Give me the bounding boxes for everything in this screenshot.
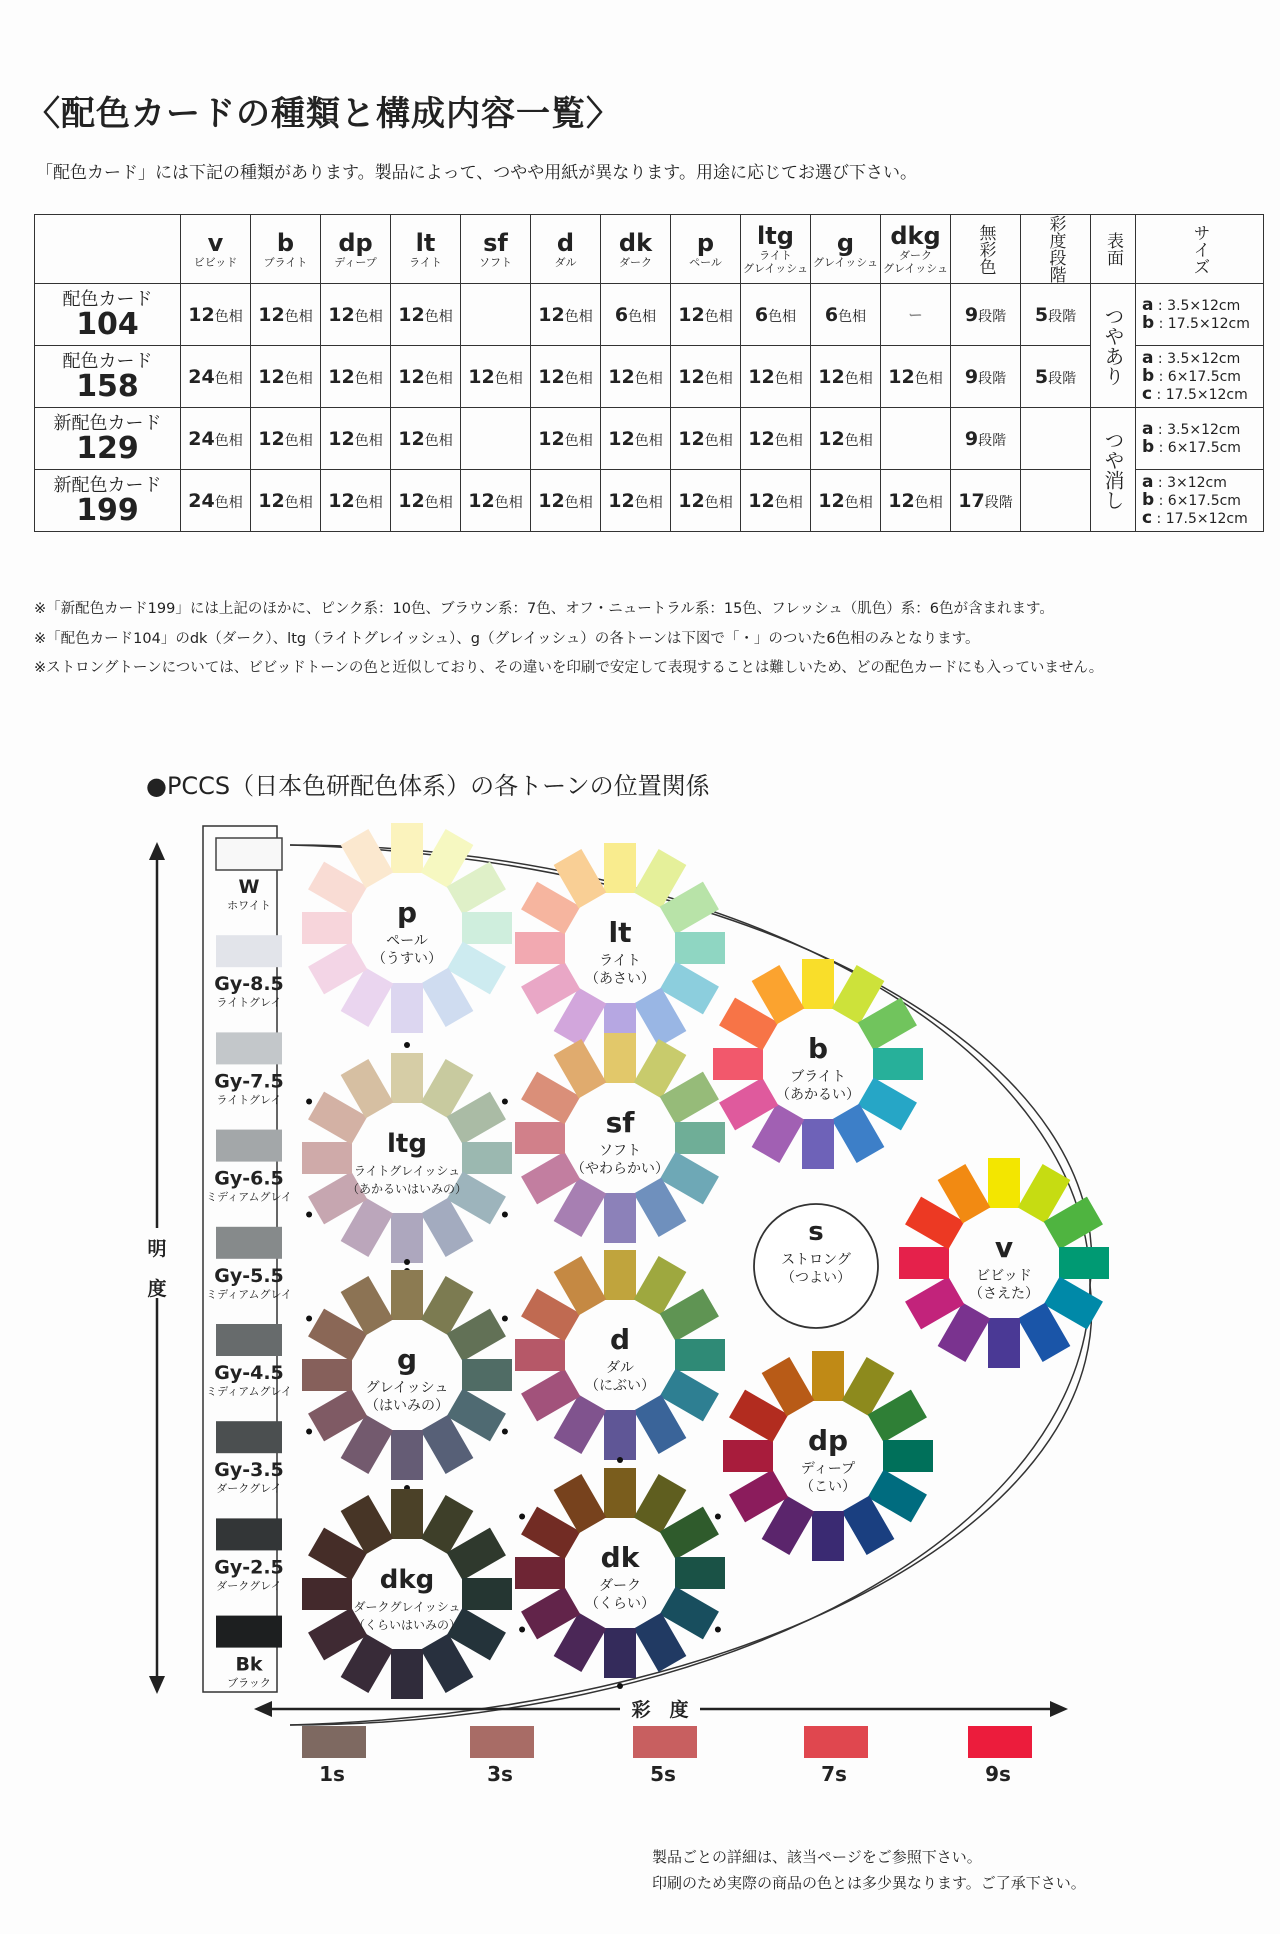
tone-code: dk xyxy=(618,228,653,257)
gray-code: Gy-8.5 xyxy=(214,973,284,996)
marker-dot xyxy=(617,1457,623,1463)
tone-wheel-dkg xyxy=(302,1489,512,1699)
tone-code: dp xyxy=(807,1424,849,1457)
tone-name: ソフト xyxy=(479,255,512,269)
gray-name: ミディアムグレイ xyxy=(206,1385,292,1398)
gray-name: ライトグレイ xyxy=(216,996,282,1010)
count-cell: 24色相 xyxy=(181,346,251,408)
gray-swatch-Bk xyxy=(216,1616,282,1648)
hue-swatch xyxy=(604,1250,636,1300)
tone-name: ストロング xyxy=(781,1252,851,1268)
hue-swatch xyxy=(604,1468,636,1518)
gray-code: Gy-3.5 xyxy=(214,1459,284,1482)
hue-swatch xyxy=(391,983,423,1033)
hue-swatch xyxy=(462,1359,512,1391)
marker-dot xyxy=(404,1259,410,1265)
tone-code: g xyxy=(396,1343,418,1376)
hue-swatch xyxy=(988,1318,1020,1368)
hue-swatch xyxy=(462,1578,512,1610)
count-cell: 12色相 xyxy=(741,470,811,532)
size-line: b : 17.5×12cm xyxy=(1142,312,1250,333)
count-cell: 12色相 xyxy=(811,346,881,408)
hue-swatch xyxy=(391,1213,423,1263)
count-cell: 12色相 xyxy=(531,346,601,408)
tone-code: ltg xyxy=(757,222,794,250)
gray-code: Bk xyxy=(235,1653,263,1676)
hue-swatch xyxy=(812,1351,844,1401)
tone-code: v xyxy=(994,1231,1014,1264)
tone-desc: （こい） xyxy=(800,1479,856,1495)
tone-desc: （やわらかい） xyxy=(571,1161,669,1177)
count-cell: 12色相 xyxy=(321,408,391,470)
count-cell: 12色相 xyxy=(461,346,531,408)
size-line: c : 17.5×12cm xyxy=(1142,383,1248,404)
chroma-swatch-5s xyxy=(633,1726,697,1758)
footer-line-1: 製品ごとの詳細は、該当ページをご参照下さい。 xyxy=(652,1848,982,1866)
tone-wheel-b xyxy=(713,959,923,1169)
hue-swatch xyxy=(988,1158,1020,1208)
gray-name: ホワイト xyxy=(227,899,271,912)
intro-text: 「配色カード」には下記の種類があります。製品によって、つやや用紙が異なります。用途に応じてお選び下さい。 xyxy=(36,163,917,183)
marker-dot xyxy=(306,1099,312,1105)
gray-code: Gy-2.5 xyxy=(214,1556,284,1579)
gray-code: Gy-5.5 xyxy=(214,1264,284,1287)
count-cell: 12色相 xyxy=(671,408,741,470)
tone-desc: （はいみの） xyxy=(365,1398,449,1414)
count-cell: 12色相 xyxy=(321,284,391,346)
count-cell: 12色相 xyxy=(741,346,811,408)
count-cell: 6色相 xyxy=(601,284,671,346)
tone-code: dkg xyxy=(890,222,941,250)
tone-code: dkg xyxy=(379,1565,435,1595)
tone-name: ブライト xyxy=(263,255,308,269)
count-cell: 12色相 xyxy=(251,470,321,532)
tone-desc: （つよい） xyxy=(781,1270,851,1286)
count-cell: 12色相 xyxy=(601,408,671,470)
gray-code: Gy-4.5 xyxy=(214,1362,284,1384)
count-cell: 12色相 xyxy=(741,408,811,470)
tone-name: ブライト xyxy=(790,1069,846,1085)
gray-swatch-Gy-3.5 xyxy=(216,1421,282,1453)
tone-code: b xyxy=(276,228,295,257)
note-2: ※「配色カード104」のdk（ダーク）、ltg（ライトグレイッシュ）、g（グレイッシュ）の各トーンは下図で「・」のついた6色相のみとなります。 xyxy=(34,631,980,647)
chroma-swatch-7s xyxy=(804,1726,868,1758)
tone-wheel-dk xyxy=(515,1457,725,1689)
gray-name: ミディアムグレイ xyxy=(206,1190,292,1204)
tone-wheel-sf xyxy=(515,1033,725,1243)
arrow-up-icon xyxy=(149,842,165,860)
gray-swatch-Gy-5.5 xyxy=(216,1227,282,1259)
tone-code: d xyxy=(609,1323,631,1356)
tone-desc: （うすい） xyxy=(372,951,442,967)
count-cell: 12色相 xyxy=(531,470,601,532)
tone-desc: （あかるいはいみの） xyxy=(346,1182,468,1196)
tone-code: lt xyxy=(415,228,436,257)
chroma-step-label: 9s xyxy=(985,1762,1011,1786)
count-cell: 12色相 xyxy=(391,470,461,532)
hue-swatch xyxy=(675,932,725,964)
hue-swatch xyxy=(391,823,423,873)
hue-swatch xyxy=(515,1557,565,1589)
count-cell: 12色相 xyxy=(251,346,321,408)
marker-dot xyxy=(306,1316,312,1322)
hue-swatch xyxy=(723,1440,773,1472)
finish-label: つやあり xyxy=(1101,305,1125,386)
hue-swatch xyxy=(604,1410,636,1460)
tone-wheel-p xyxy=(302,823,512,1033)
count-cell: 12色相 xyxy=(251,284,321,346)
count-cell: 12色相 xyxy=(251,408,321,470)
count-cell: 9段階 xyxy=(951,284,1021,346)
marker-dot xyxy=(519,1627,525,1633)
chroma-step-label: 5s xyxy=(650,1762,676,1786)
count-cell: 12色相 xyxy=(391,408,461,470)
hue-swatch xyxy=(675,1122,725,1154)
tone-name: ペール xyxy=(386,933,428,949)
hue-swatch xyxy=(883,1440,933,1472)
hue-swatch xyxy=(515,1339,565,1371)
size-line: a : 3.5×12cm xyxy=(1142,418,1241,439)
hue-swatch xyxy=(391,1270,423,1320)
tone-code: ltg xyxy=(387,1129,427,1159)
tone-code: v xyxy=(207,228,224,257)
count-cell: 12色相 xyxy=(391,346,461,408)
count-cell: 5段階 xyxy=(1021,284,1091,346)
hue-swatch xyxy=(302,1142,352,1174)
tone-code: dk xyxy=(600,1541,640,1574)
tone-desc: （あさい） xyxy=(585,971,655,987)
hue-swatch xyxy=(391,1053,423,1103)
count-cell: 12色相 xyxy=(181,284,251,346)
tone-desc: （くらい） xyxy=(585,1596,655,1612)
gray-name: ダークグレイ xyxy=(216,1579,282,1593)
hue-swatch xyxy=(462,912,512,944)
size-line: a : 3.5×12cm xyxy=(1142,347,1241,368)
count-cell: 12色相 xyxy=(671,284,741,346)
note-1: ※「新配色カード199」には上記のほかに、ピンク系：10色、ブラウン系：7色、オフ・ニュートラル系：15色、フレッシュ（肌色）系：6色が含まれます。 xyxy=(34,601,1054,617)
tone-code: p xyxy=(696,228,715,257)
count-cell: 5段階 xyxy=(1021,346,1091,408)
chroma-swatch-1s xyxy=(302,1726,366,1758)
tone-name: グレイッシュ xyxy=(365,1380,449,1396)
hue-swatch xyxy=(802,959,834,1009)
marker-dot xyxy=(519,1514,525,1520)
chroma-step-label: 3s xyxy=(487,1762,513,1786)
tone-name: ダーク グレイッシュ xyxy=(882,249,948,275)
marker-dot xyxy=(617,1683,623,1689)
lightness-label-char: 明 xyxy=(147,1238,167,1260)
gray-name: ミディアムグレイ xyxy=(206,1287,292,1301)
tone-code: lt xyxy=(608,916,632,949)
tone-code: p xyxy=(396,896,418,929)
count-cell: 12色相 xyxy=(531,284,601,346)
tone-wheel-lt xyxy=(515,843,725,1053)
chroma-label: 彩 度 xyxy=(631,1699,689,1721)
count-cell: 9段階 xyxy=(951,408,1021,470)
tone-code: sf xyxy=(483,228,508,257)
marker-dot xyxy=(404,1042,410,1048)
count-cell: 17段階 xyxy=(951,470,1021,532)
marker-dot xyxy=(715,1514,721,1520)
tone-name: ライト グレイッシュ xyxy=(742,249,808,275)
gray-swatch-Gy-6.5 xyxy=(216,1130,282,1162)
tone-name: ソフト xyxy=(599,1143,641,1159)
note-3: ※ストロングトーンについては、ビビッドトーンの色と近似しており、その違いを印刷で安定して表現することは難しいため、どの配色カードにも入っていません。 xyxy=(34,660,1104,676)
product-number: 199 xyxy=(76,492,139,528)
count-cell: 12色相 xyxy=(461,470,531,532)
gray-swatch-W xyxy=(216,838,282,870)
count-cell: 12色相 xyxy=(321,346,391,408)
tone-name: ダークグレイッシュ xyxy=(353,1600,461,1614)
count-cell: 12色相 xyxy=(601,470,671,532)
chroma-step-label: 7s xyxy=(821,1762,847,1786)
product-number: 104 xyxy=(76,306,139,342)
tone-name: ディープ xyxy=(334,255,377,269)
achromatic-header-text: 無彩色 xyxy=(975,223,996,275)
count-cell: 12色相 xyxy=(321,470,391,532)
hue-swatch xyxy=(812,1511,844,1561)
count-cell: 12色相 xyxy=(671,470,741,532)
tone-name: ペール xyxy=(689,255,722,269)
diagram-title: ●PCCS（日本色研配色体系）の各トーンの位置関係 xyxy=(146,772,710,800)
hue-swatch xyxy=(604,843,636,893)
tone-code: b xyxy=(807,1032,829,1065)
chroma-swatch-9s xyxy=(968,1726,1032,1758)
tone-wheel-v xyxy=(899,1158,1109,1368)
count-cell: 12色相 xyxy=(391,284,461,346)
tone-desc: （さえた） xyxy=(969,1286,1039,1302)
count-cell: 12色相 xyxy=(671,346,741,408)
gray-swatch-Gy-7.5 xyxy=(216,1032,282,1064)
chroma-steps-header-text: 彩度段階 xyxy=(1045,215,1066,283)
hue-swatch xyxy=(1059,1247,1109,1279)
gray-name: ダークグレイ xyxy=(216,1482,282,1496)
count-cell: 24色相 xyxy=(181,470,251,532)
product-number: 158 xyxy=(76,368,139,404)
gray-swatch-Gy-8.5 xyxy=(216,935,282,967)
arrow-left-icon xyxy=(254,1701,272,1717)
chroma-swatch-3s xyxy=(470,1726,534,1758)
size-line: b : 6×17.5cm xyxy=(1142,489,1241,510)
gray-name: ライトグレイ xyxy=(216,1093,282,1107)
hue-swatch xyxy=(713,1048,763,1080)
finish-label: つや消し xyxy=(1101,429,1125,510)
product-name: 新配色カード xyxy=(53,412,162,434)
size-line: a : 3.5×12cm xyxy=(1142,294,1241,315)
hue-swatch xyxy=(515,1122,565,1154)
gray-code: W xyxy=(238,876,260,898)
tone-desc: （にぶい） xyxy=(585,1378,655,1394)
count-cell: 12色相 xyxy=(811,470,881,532)
count-cell: 12色相 xyxy=(881,346,951,408)
size-line: b : 6×17.5cm xyxy=(1142,365,1241,386)
count-cell: 24色相 xyxy=(181,408,251,470)
surface-header-text: 表面 xyxy=(1103,232,1123,266)
hue-swatch xyxy=(302,1359,352,1391)
footer-line-2: 印刷のため実際の商品の色とは多少異なります。ご了承下さい。 xyxy=(652,1874,1086,1892)
tone-name: グレイッシュ xyxy=(812,255,878,269)
marker-dot xyxy=(306,1429,312,1435)
marker-dot xyxy=(306,1212,312,1218)
tone-wheel-d xyxy=(515,1250,725,1460)
hue-swatch xyxy=(899,1247,949,1279)
hue-swatch xyxy=(675,1557,725,1589)
size-line: b : 6×17.5cm xyxy=(1142,436,1241,457)
hue-swatch xyxy=(604,1628,636,1678)
tone-code: sf xyxy=(605,1106,635,1139)
hue-swatch xyxy=(391,1430,423,1480)
product-name: 配色カード xyxy=(62,350,153,372)
hue-swatch xyxy=(302,912,352,944)
product-name: 新配色カード xyxy=(53,474,162,496)
hue-swatch xyxy=(391,1489,423,1539)
size-line: c : 17.5×12cm xyxy=(1142,507,1248,528)
hue-swatch xyxy=(515,932,565,964)
tone-desc: （あかるい） xyxy=(776,1087,860,1103)
hue-swatch xyxy=(604,1193,636,1243)
tone-name: ディープ xyxy=(800,1461,856,1477)
tone-code: dp xyxy=(338,228,373,257)
hue-swatch xyxy=(391,1649,423,1699)
tone-wheel-ltg xyxy=(302,1042,512,1274)
marker-dot xyxy=(502,1212,508,1218)
tone-desc: （くらいはいみの） xyxy=(352,1618,462,1632)
count-cell: 12色相 xyxy=(881,470,951,532)
tone-name: ライトグレイッシュ xyxy=(353,1164,461,1178)
hue-swatch xyxy=(873,1048,923,1080)
hue-swatch xyxy=(302,1578,352,1610)
marker-dot xyxy=(502,1099,508,1105)
hue-swatch xyxy=(675,1339,725,1371)
marker-dot xyxy=(715,1627,721,1633)
count-cell: 12色相 xyxy=(531,408,601,470)
page-title: 〈配色カードの種類と構成内容一覧〉 xyxy=(26,94,621,134)
marker-dot xyxy=(502,1316,508,1322)
count-cell: 6色相 xyxy=(741,284,811,346)
tone-wheel-g xyxy=(302,1259,512,1491)
tone-name: ライト xyxy=(599,953,641,969)
size-line: a : 3×12cm xyxy=(1142,471,1227,492)
gray-code: Gy-7.5 xyxy=(214,1070,284,1093)
tone-name: ビビッド xyxy=(976,1268,1032,1284)
count-cell: ー xyxy=(881,284,951,346)
gray-swatch-Gy-4.5 xyxy=(216,1324,282,1356)
arrow-down-icon xyxy=(149,1676,165,1694)
tone-wheel-dp xyxy=(723,1351,933,1561)
tone-wheel-s xyxy=(754,1204,878,1328)
arrow-right-icon xyxy=(1050,1701,1068,1717)
tone-code: s xyxy=(808,1217,824,1247)
hue-swatch xyxy=(462,1142,512,1174)
count-cell: 9段階 xyxy=(951,346,1021,408)
tone-code: g xyxy=(836,228,855,257)
chroma-step-label: 1s xyxy=(319,1762,345,1786)
tone-name: ダル xyxy=(554,255,577,269)
count-cell: 12色相 xyxy=(811,408,881,470)
gray-name: ブラック xyxy=(227,1676,271,1690)
lightness-label-char: 度 xyxy=(147,1278,167,1300)
product-number: 129 xyxy=(76,430,139,466)
tone-code: d xyxy=(556,228,575,257)
count-cell: 12色相 xyxy=(601,346,671,408)
hue-swatch xyxy=(604,1033,636,1083)
tone-name: ビビッド xyxy=(193,255,238,269)
hue-swatch xyxy=(802,1119,834,1169)
size-header-text: サイズ xyxy=(1189,223,1210,275)
tone-name: ダル xyxy=(606,1360,634,1376)
product-name: 配色カード xyxy=(62,288,153,310)
tone-name: ライト xyxy=(409,255,442,269)
gray-swatch-Gy-2.5 xyxy=(216,1518,282,1550)
marker-dot xyxy=(502,1429,508,1435)
tone-name: ダーク xyxy=(619,255,652,269)
gray-code: Gy-6.5 xyxy=(214,1167,284,1190)
tone-name: ダーク xyxy=(599,1578,641,1594)
count-cell: 6色相 xyxy=(811,284,881,346)
